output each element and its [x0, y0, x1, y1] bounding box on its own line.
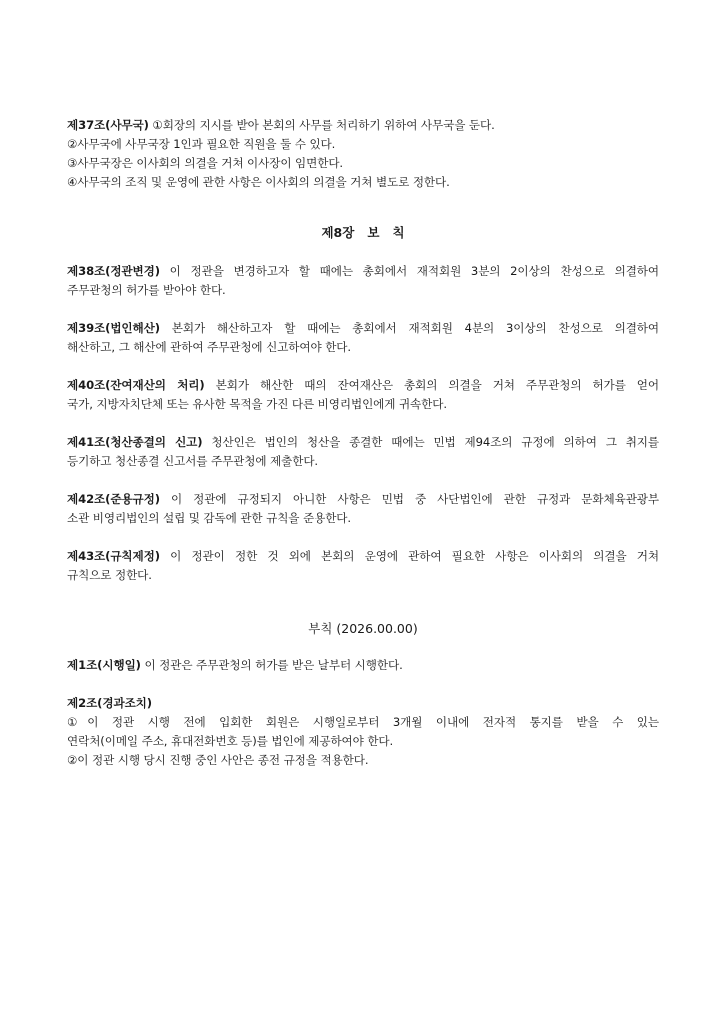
- chapter-8-heading: 제8장 보 칙: [321, 225, 405, 240]
- article-40-line-2: 국가, 지방자치단체 또는 유사한 목적을 가진 다른 비영리법인에게 귀속한다.: [67, 397, 447, 411]
- article-37-title: 제37조(사무국): [67, 118, 149, 132]
- supplementary-article-1: [67, 656, 659, 675]
- article-38: [67, 262, 659, 300]
- article-41-text-1: 청산인은 법인의 청산을 종결한 때에는 민법 제94조의 규정에 의하여 그 취지를: [202, 435, 659, 449]
- article-42: [67, 490, 659, 528]
- supplementary-article-2-line-1: ①이 정관 시행 전에 입회한 회원은 시행일로부터 3개월 이내에 전자적 통지를 받을 수 있는: [67, 715, 659, 729]
- article-38-line-1: [67, 262, 659, 281]
- article-43-title: 제43조(규칙제정): [67, 549, 160, 563]
- article-38-text-1: 이 정관을 변경하고자 할 때에는 총회에서 재적회원 3분의 2이상의 찬성으로 의결하여: [159, 264, 659, 278]
- article-37-line-3: ③사무국장은 이사회의 의결을 거쳐 이사장이 임면한다.: [67, 156, 343, 170]
- article-40-text-1: 본회가 해산한 때의 잔여재산은 총회의 의결을 거쳐 주무관청의 허가를 얻어: [204, 378, 659, 392]
- article-43-text-1: 이 정관이 정한 것 외에 본회의 운영에 관하여 필요한 사항은 이사회의 의결을 거쳐: [159, 549, 659, 563]
- supplementary-article-2-line-2: 연락처(이메일 주소, 휴대전화번호 등)를 법인에 제공하여야 한다.: [67, 734, 394, 748]
- supplementary-article-2-title: 제2조(경과조치): [67, 696, 152, 710]
- article-42-line-1: [67, 490, 659, 509]
- article-42-line-2: 소관 비영리법인의 설립 및 감독에 관한 규칙을 준용한다.: [67, 511, 351, 525]
- article-38-line-2: 주무관청의 허가를 받아야 한다.: [67, 283, 226, 297]
- article-37-text-1: ①회장의 지시를 받아 본회의 사무를 처리하기 위하여 사무국을 둔다.: [148, 118, 495, 132]
- article-42-text-1: 이 정관에 규정되지 아니한 사항은 민법 중 사단법인에 관한 규정과 문화체육관광부: [159, 492, 659, 506]
- article-41: [67, 433, 659, 471]
- article-39: [67, 319, 659, 357]
- article-41-line-2: 등기하고 청산종결 신고서를 주무관청에 제출한다.: [67, 454, 319, 468]
- article-41-title: 제41조(청산종결의 신고): [67, 435, 203, 449]
- supplementary-article-2: [67, 694, 659, 770]
- article-43-line-2: 규칙으로 정한다.: [67, 568, 152, 582]
- supplementary-article-1-title: 제1조(시행일): [67, 658, 141, 672]
- article-42-title: 제42조(준용규정): [67, 492, 160, 506]
- article-39-line-1: [67, 319, 659, 338]
- article-40-line-1: [67, 376, 659, 395]
- article-37-line-2: ②사무국에 사무국장 1인과 필요한 직원을 둘 수 있다.: [67, 137, 336, 151]
- supplementary-heading: 부칙 (2026.00.00): [308, 621, 418, 636]
- supplementary-article-2-line-3: ②이 정관 시행 당시 진행 중인 사안은 종전 규정을 적용한다.: [67, 753, 369, 767]
- supplementary-article-1-text-1: 이 정관은 주무관청의 허가를 받은 날부터 시행한다.: [140, 658, 403, 672]
- article-37-line-1: [67, 116, 659, 135]
- article-37: [67, 116, 659, 192]
- article-43: [67, 547, 659, 585]
- article-40-title: 제40조(잔여재산의 처리): [67, 378, 205, 392]
- article-40: [67, 376, 659, 414]
- article-39-line-2: 해산하고, 그 해산에 관하여 주무관청에 신고하여야 한다.: [67, 340, 351, 354]
- article-41-line-1: [67, 433, 659, 452]
- article-38-title: 제38조(정관변경): [67, 264, 160, 278]
- supplementary-article-1-line-1: [67, 656, 659, 675]
- article-39-title: 제39조(법인해산): [67, 321, 160, 335]
- article-39-text-1: 본회가 해산하고자 할 때에는 총회에서 재적회원 4분의 3이상의 찬성으로 의결하여: [159, 321, 659, 335]
- article-37-line-4: ④사무국의 조직 및 운영에 관한 사항은 이사회의 의결을 거쳐 별도로 정한다.: [67, 175, 450, 189]
- article-43-line-1: [67, 547, 659, 566]
- document-page: [67, 116, 659, 770]
